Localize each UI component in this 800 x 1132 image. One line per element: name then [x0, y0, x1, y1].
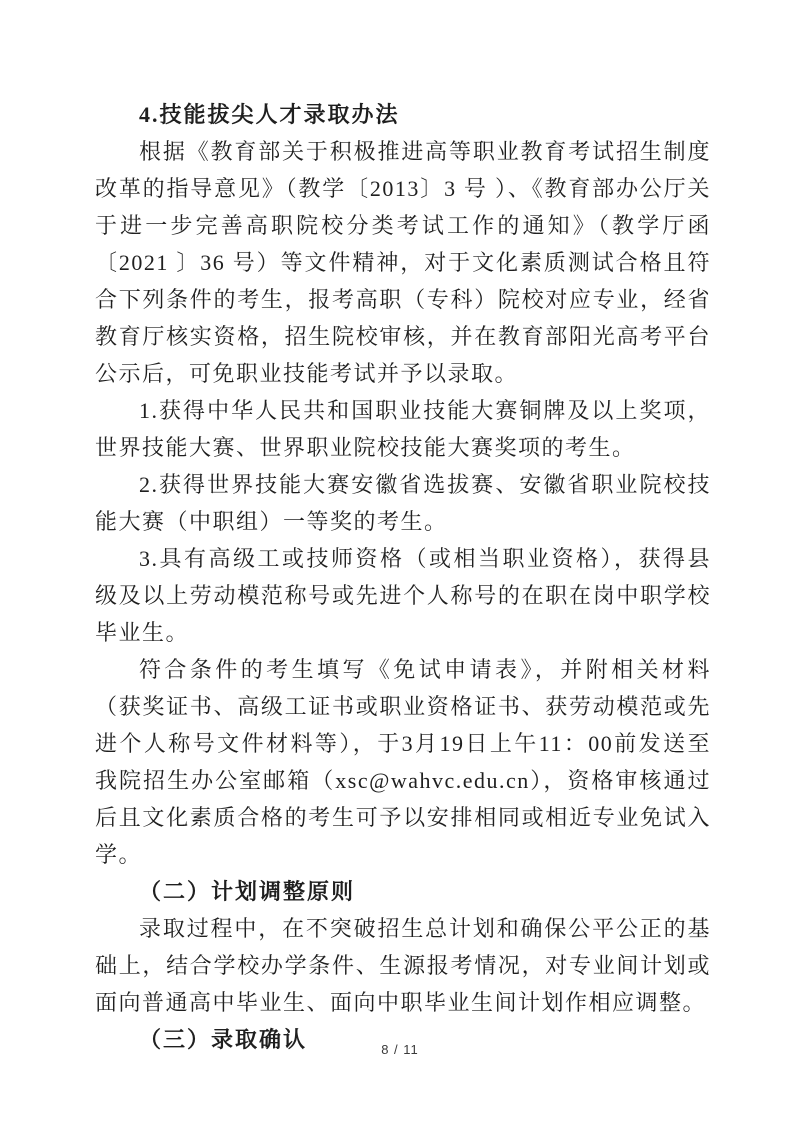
document-content — [95, 96, 711, 1058]
section-heading-admission-confirmation: （三）录取确认 — [139, 1027, 308, 1052]
paragraph-policy-basis: 根据《教育部关于积极推进高等职业教育考试招生制度改革的指导意见》（教学〔2013〕3 号 ）、《教育部办公厅关于进一步完善高职院校分类考试工作的通知》（教学厅函〔2021 〕36 号）等文件精神，对于文化素质测试合格且符合下列条件的考生，报考高职（专科）院校对应专业，经省教育厅核实资格，招生院校审核，并在教育部阳光高考平台公示后，可免职业技能考试并予以录取。 — [95, 139, 711, 386]
list-item-senior-worker-qualification: 3.具有高级工或技师资格（或相当职业资格），获得县级及以上劳动模范称号或先进个人称号的在职在岗中职学校毕业生。 — [95, 546, 711, 645]
paragraph-exemption-application: 符合条件的考生填写《免试申请表》，并附相关材料（获奖证书、高级工证书或职业资格证书、获劳动模范或先进个人称号文件材料等），于3月19日上午11：00前发送至我院招生办公室邮箱（xsc@wahvc.edu.cn），资格审核通过后且文化素质合格的考生可予以安排相同或相近专业免试入学。 — [95, 657, 711, 867]
section-heading-plan-adjustment: （二）计划调整原则 — [139, 879, 356, 904]
page-number: 8 / 11 — [381, 1042, 419, 1057]
list-item-national-competition: 1.获得中华人民共和国职业技能大赛铜牌及以上奖项，世界技能大赛、世界职业院校技能大赛奖项的考生。 — [95, 398, 711, 460]
list-item-provincial-competition: 2.获得世界技能大赛安徽省选拔赛、安徽省职业院校技能大赛（中职组）一等奖的考生。 — [95, 472, 711, 534]
section-heading-skill-talent-admission: 4.技能拔尖人才录取办法 — [139, 102, 400, 127]
paragraph-plan-adjustment: 录取过程中，在不突破招生总计划和确保公平公正的基础上，结合学校办学条件、生源报考情况，对专业间计划或面向普通高中毕业生、面向中职毕业生间计划作相应调整。 — [95, 916, 711, 1015]
